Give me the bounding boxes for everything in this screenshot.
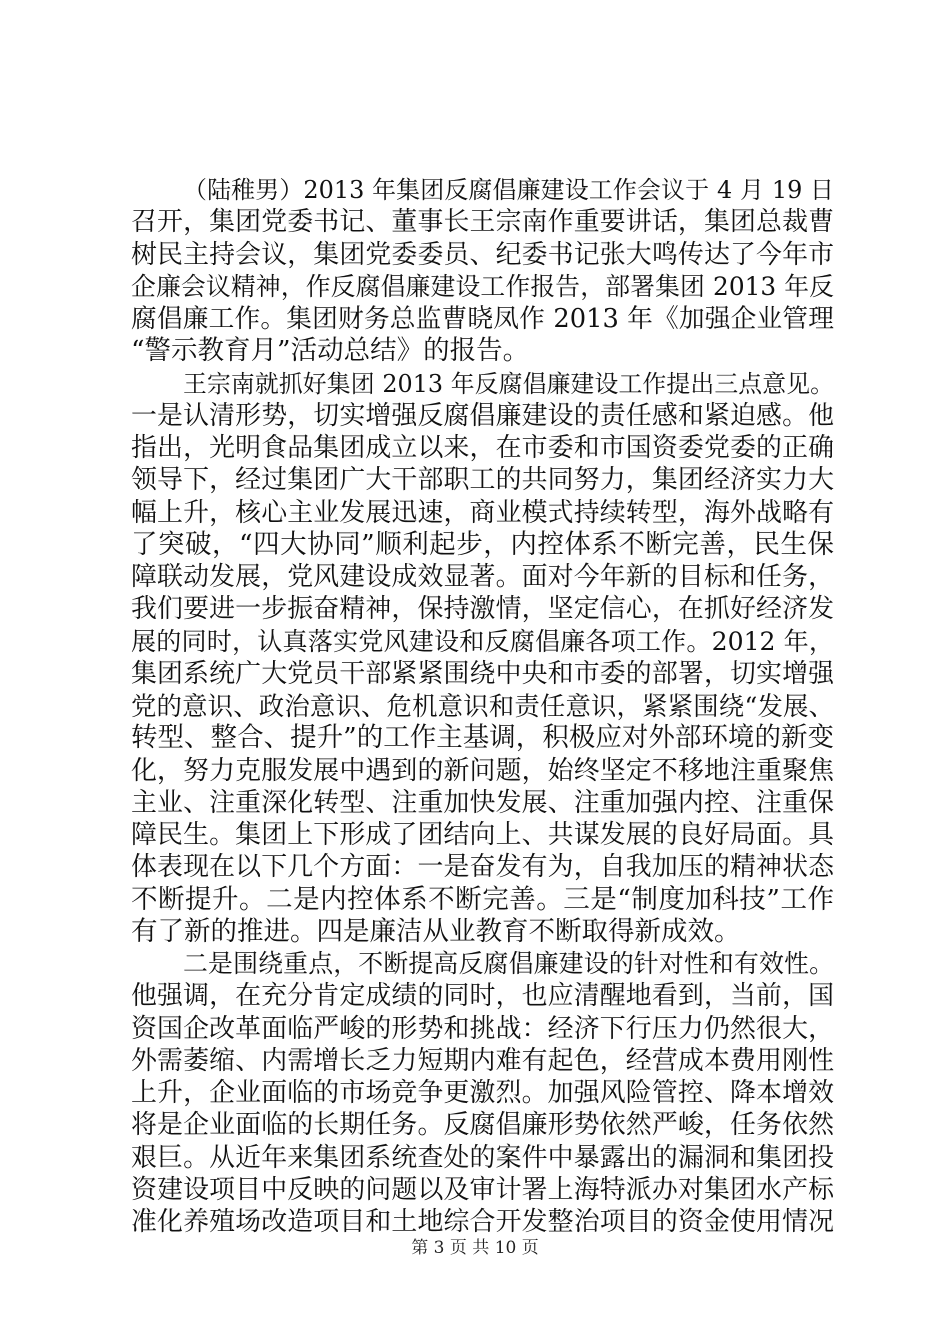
text-line: 有了新的推进。四是廉洁从业教育不断取得新成效。 [131, 915, 741, 947]
text-line: 召开，集团党委书记、董事长王宗南作重要讲话，集团总裁曹 [131, 207, 834, 238]
text-line: 二是围绕重点，不断提高反腐倡廉建设的针对性和有效性。 [183, 949, 834, 978]
text-line: 我们要进一步振奋精神，保持激情，坚定信心，在抓好经济发 [131, 594, 834, 625]
text-line: 准化养殖场改造项目和土地综合开发整治项目的资金使用情况 [131, 1207, 834, 1237]
text-line: 树民主持会议，集团党委委员、纪委书记张大鸣传达了今年市 [131, 239, 834, 270]
text-line: 指出，光明食品集团成立以来，在市委和市国资委党委的正确 [131, 433, 834, 463]
text-line: 体表现在以下几个方面：一是奋发有为，自我加压的精神状态 [131, 852, 834, 883]
text-line: 他强调，在充分肯定成绩的同时，也应清醒地看到，当前，国 [131, 981, 834, 1012]
text-line: 上升，企业面临的市场竞争更激烈。加强风险管控、降本增效 [131, 1078, 834, 1108]
text-line: 资国企改革面临严峻的形势和挑战：经济下行压力仍然很大， [131, 1013, 834, 1044]
text-line: 主业、注重深化转型、注重加快发展、注重加强内控、注重保 [131, 787, 834, 818]
text-line: 化，努力克服发展中遇到的新问题，始终坚定不移地注重聚焦 [131, 755, 834, 786]
text-line: 艰巨。从近年来集团系统查处的案件中暴露出的漏洞和集团投 [131, 1142, 834, 1173]
text-line: 集团系统广大党员干部紧紧围绕中央和市委的部署，切实增强 [131, 658, 834, 689]
text-line: 幅上升，核心主业发展迅速，商业模式持续转型，海外战略有 [131, 497, 834, 528]
text-line: 领导下，经过集团广大干部职工的共同努力，集团经济实力大 [131, 465, 834, 496]
text-line: 企廉会议精神，作反腐倡廉建设工作报告，部署集团 2013 年反 [131, 271, 834, 301]
text-line: 障联动发展，党风建设成效显著。面对今年新的目标和任务， [131, 562, 834, 592]
text-line: 展的同时，认真落实党风建设和反腐倡廉各项工作。2012 年， [131, 626, 834, 656]
body-text [131, 174, 834, 1238]
text-line: 王宗南就抓好集团 2013 年反腐倡廉建设工作提出三点意见。 [183, 369, 834, 398]
text-line: 资建设项目中反映的问题以及审计署上海特派办对集团水产标 [131, 1174, 834, 1205]
text-line: 党的意识、政治意识、危机意识和责任意识，紧紧围绕“发展、 [131, 691, 834, 721]
text-line: 外需萎缩、内需增长乏力短期内难有起色，经营成本费用刚性 [131, 1045, 834, 1076]
text-line: “警示教育月”活动总结》的报告。 [131, 335, 530, 367]
text-line: 障民生。集团上下形成了团结向上、共谋发展的良好局面。具 [131, 820, 834, 850]
text-line: 一是认清形势，切实增强反腐倡廉建设的责任感和紧迫感。他 [131, 400, 834, 431]
text-line: 腐倡廉工作。集团财务总监曹晓凤作 2013 年《加强企业管理 [131, 304, 834, 334]
text-line: 了突破，“四大协同”顺利起步，内控体系不断完善，民生保 [131, 528, 834, 560]
text-line: 转型、整合、提升”的工作主基调，积极应对外部环境的新变 [131, 722, 834, 754]
text-line: 不断提升。二是内控体系不断完善。三是“制度加科技”工作 [131, 883, 834, 915]
text-line: （陆稚男）2013 年集团反腐倡廉建设工作会议于 4 月 19 日 [183, 176, 834, 204]
page-footer: 第 3 页 共 10 页 [411, 1238, 539, 1258]
text-line: 将是企业面临的长期任务。反腐倡廉形势依然严峻，任务依然 [131, 1110, 834, 1141]
